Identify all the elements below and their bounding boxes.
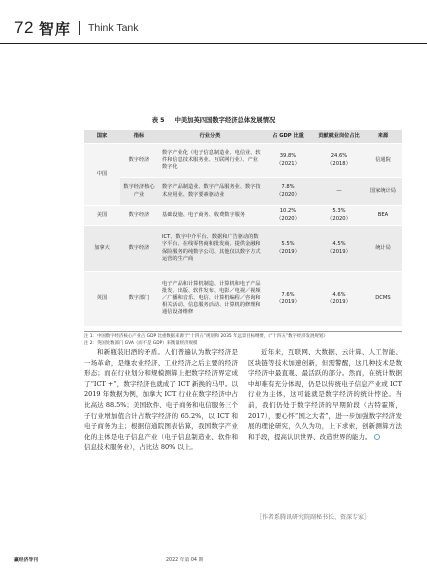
column-header: 行业分类 <box>158 130 262 144</box>
table-header-row <box>84 130 402 144</box>
table-title <box>0 115 427 124</box>
table-row <box>84 226 402 272</box>
cell-indicator: 数字经济 <box>120 226 158 272</box>
cell-gdp-share: 39.8% （2021） <box>262 144 314 178</box>
table-caption: 中美加英四国数字经济总体发展情况 <box>174 117 276 124</box>
page-number: 72 <box>14 18 34 37</box>
cell-indicator: 数字经济核心产业 <box>120 178 158 206</box>
cell-jobs-share: 24.6% （2018） <box>314 144 364 178</box>
column-header: 指标 <box>120 130 158 144</box>
column-header: 国家 <box>84 130 120 144</box>
cell-gdp-share: 7.8% （2020） <box>262 178 314 206</box>
table-number: 表 5 <box>151 117 165 124</box>
notes-divider <box>84 331 402 332</box>
body-column-left <box>84 347 238 453</box>
header-rule <box>0 43 427 44</box>
cell-category: 数字产品制造业、数字产品服务业、数字技术应用业、数字要素驱动业 <box>158 178 262 206</box>
cell-category: ICT、数字中介平台、数据和广告驱动的数字平台、在线零售商和批发商、提供金融和保险服务的纯数字公司、其他仅以数字方式运营的生产商 <box>158 226 262 272</box>
table-note: 注 1：中国数字经济核心产业占 GDP 比重数据来源于“十四五”规划和 2035 年远景目标纲要，《“十四五”数字经济发展规划》 <box>84 334 328 339</box>
cell-jobs-share: — <box>314 178 364 206</box>
cell-gdp-share: 10.2% （2020） <box>262 206 314 226</box>
paragraph <box>248 347 402 442</box>
page-header <box>14 18 139 38</box>
body-column-right <box>248 347 402 442</box>
cell-jobs-share: 5.3% （2020） <box>314 206 364 226</box>
paragraph-text: 近年来，互联网、大数据、云计算、人工智能、区块链等技术加速创新，但需警醒，这几种技术是数字经济中最直观、最活跃的部分。然而，在统计数据中却难有充分体现，仍是以传统电子信息产业或 ICT 行业为主体，这可能就是数字经济的统计悖论。当前，我们仍处于数字经济的早期阶段（古特霍斯，2017），要心怀“国之大者”，进一步加强数字经济发展的理论研究，久久为功，上下求索，创新测算方法和手段，提高认识世界、改造世界的能力。 <box>248 348 402 441</box>
cell-country: 英国 <box>84 272 120 326</box>
cell-source: BEA <box>364 206 402 226</box>
footer-publication: 赢经济导刊 <box>14 558 38 563</box>
cell-indicator: 数字经济 <box>120 206 158 226</box>
column-header: 来源 <box>364 130 402 144</box>
cell-source: 统计局 <box>364 226 402 272</box>
cell-category: 基础设施、电子商务、收费数字服务 <box>158 206 262 226</box>
cell-country: 中国 <box>84 144 120 206</box>
column-header: 占 GDP 比重 <box>262 130 314 144</box>
table-note: 注 2：英国处数部门 GVA（而不是 GDP）来衡量经济规模 <box>84 340 198 346</box>
cell-source: DCMS <box>364 272 402 326</box>
cell-source: 国家统计局 <box>364 178 402 206</box>
cell-country: 加拿大 <box>84 226 120 272</box>
section-brand-en: Think Tank <box>87 22 139 34</box>
table-row <box>84 206 402 226</box>
table-row <box>84 178 402 206</box>
end-mark-icon <box>374 434 380 440</box>
table-row <box>84 272 402 326</box>
table-row <box>84 144 402 178</box>
cell-jobs-share: 4.5% （2019） <box>314 226 364 272</box>
data-table <box>84 130 402 326</box>
footer-issue: 2022 年第 04 期 <box>166 558 204 563</box>
cell-indicator: 数字部门 <box>120 272 158 326</box>
cell-jobs-share: 4.6% （2019） <box>314 272 364 326</box>
cell-source: 信通院 <box>364 144 402 178</box>
paragraph: 和新瓶装旧酒的矛盾。人们普遍认为数字经济是一场革命，是继农业经济、工业经济之后主要的经济形态；而在行业划分和规模测算上把数字经济界定成了“ICT +”，数字经济也就成了 ICT 新换的马甲。以 2019 年数据为例，加拿大 ICT 行业在数字经济中占比高达 88.5%；美国软件、电子商务和电信服务三个子行业增加值合计占数字经济的 65.2%，以 ICT 和电子商务为主；根据信通院图表估算，我国数字产业化的主体是电子信息产业（电子信息制造业、软件和信息技术服务业），占比达 80% 以上。 <box>84 348 238 452</box>
author-note: ［作者系腾讯研究院副秘书长、资深专家］ <box>256 514 371 521</box>
column-header: 贡献就业岗位占比 <box>314 130 364 144</box>
header-divider <box>79 21 80 35</box>
section-brand: 智库 <box>38 19 71 38</box>
cell-gdp-share: 7.6% （2019） <box>262 272 314 326</box>
table-notes <box>84 334 404 347</box>
cell-category: 数字产业化（电子信息制造业、电信业、软件和信息技术服务业、互联网行业）、产业数字化 <box>158 144 262 178</box>
cell-gdp-share: 5.5% （2019） <box>262 226 314 272</box>
cell-category: 电子产品和计算机制造、计算机和电子产品批发、出版、软件发布、电影／电视／视频／广播和音乐、电信、计算机编程／咨询和相关活动、信息服务活动、计算机的修理和通信设备维修 <box>158 272 262 326</box>
cell-indicator: 数字经济 <box>120 144 158 178</box>
cell-country: 美国 <box>84 206 120 226</box>
